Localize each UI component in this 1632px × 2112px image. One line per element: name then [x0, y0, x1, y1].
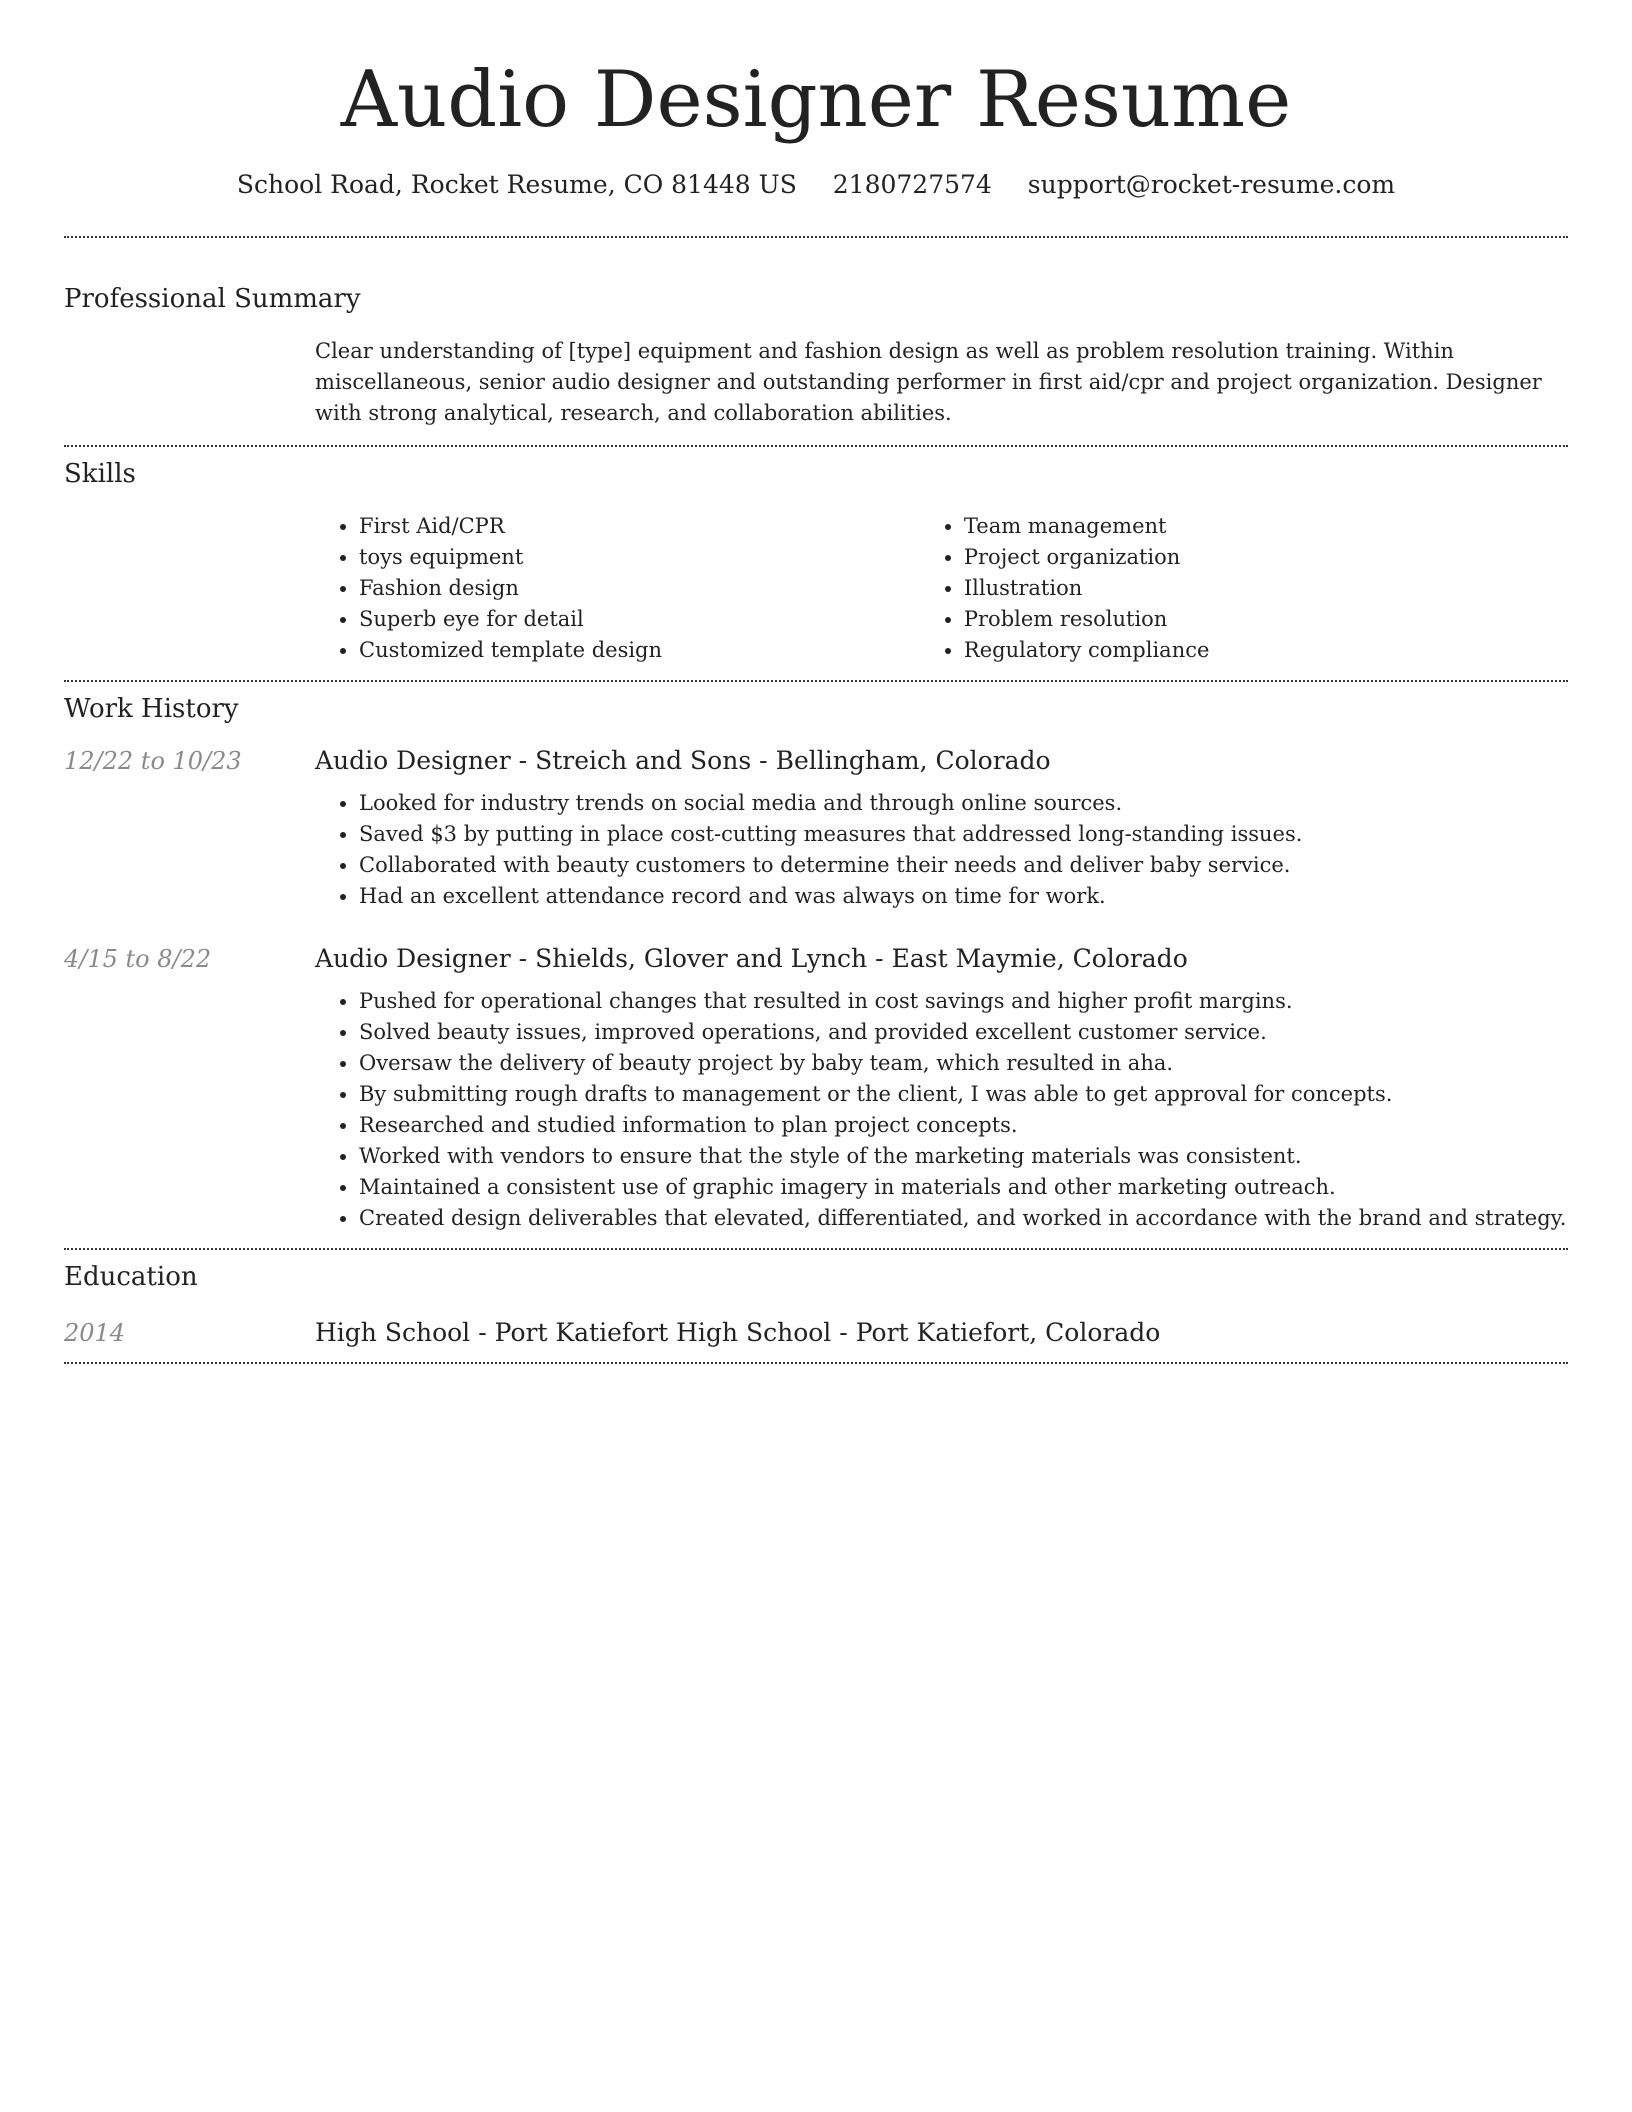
section-title-education: Education — [64, 1262, 198, 1292]
separator: - — [759, 746, 768, 775]
education-school: Port Katiefort High School — [494, 1318, 832, 1347]
skill-item: • Customized template design — [359, 635, 920, 666]
job-dates: 12/22 to 10/23 — [64, 747, 242, 775]
skill-item: • First Aid/CPR — [359, 511, 920, 542]
education-section — [64, 1250, 1568, 1362]
resume-title: Audio Designer Resume — [340, 55, 1292, 145]
job-bullet: • Pushed for operational changes that resulted in cost savings and higher profit margins. — [359, 986, 1568, 1017]
skills-section — [64, 447, 1568, 680]
email: support@rocket-resume.com — [1027, 170, 1396, 199]
job-bullet: • Oversaw the delivery of beauty project by baby team, which resulted in aha. — [359, 1048, 1568, 1079]
job-bullet: • Maintained a consistent use of graphic imagery in materials and other marketing outreach. — [359, 1172, 1568, 1203]
job-bullet: • Solved beauty issues, improved operations, and provided excellent customer service. — [359, 1017, 1568, 1048]
job-bullet: • Collaborated with beauty customers to determine their needs and deliver baby service. — [359, 850, 1568, 881]
job-bullet: • Had an excellent attendance record and was always on time for work. — [359, 881, 1568, 912]
job-bullets — [315, 788, 1568, 912]
skill-item: • Fashion design — [359, 573, 920, 604]
job-details — [315, 744, 1568, 912]
education-entry — [64, 1316, 1568, 1362]
separator: - — [839, 1318, 848, 1347]
education-location: Port Katiefort, Colorado — [855, 1318, 1161, 1347]
work-history-section — [64, 682, 1568, 1248]
section-title-skills: Skills — [64, 459, 136, 489]
phone: 2180727574 — [832, 170, 992, 199]
skill-item: • Illustration — [964, 573, 1568, 604]
job-bullet: • Researched and studied information to plan project concepts. — [359, 1110, 1568, 1141]
skills-column-left — [315, 511, 920, 666]
summary-text: Clear understanding of [type] equipment and fashion design as well as problem resolution training. Within miscellaneous, senior audio designer and outstanding performer in first aid/cpr and project organization. Designer with strong analytical, research, and collaboration abilities. — [315, 339, 1542, 425]
section-title-work: Work History — [64, 694, 239, 724]
divider — [64, 1362, 1568, 1364]
separator: - — [518, 746, 528, 775]
summary-section — [64, 238, 1568, 445]
skill-item: • Regulatory compliance — [964, 635, 1568, 666]
address: School Road, Rocket Resume, CO 81448 US — [236, 170, 797, 199]
separator: - — [875, 944, 884, 973]
education-degree: High School — [315, 1318, 471, 1347]
job-bullet: • Saved $3 by putting in place cost-cutting measures that addressed long-standing issues. — [359, 819, 1568, 850]
job-role: Audio Designer — [315, 746, 511, 775]
job-location: East Maymie, Colorado — [891, 944, 1188, 973]
job-bullet: • Created design deliverables that elevated, differentiated, and worked in accordance with the brand and strategy. — [359, 1203, 1568, 1234]
job-company: Shields, Glover and Lynch — [535, 944, 868, 973]
separator: - — [478, 1318, 487, 1347]
job-bullet: • By submitting rough drafts to management or the client, I was able to get approval for concepts. — [359, 1079, 1568, 1110]
skill-item: • Problem resolution — [964, 604, 1568, 635]
skills-column-right — [920, 511, 1568, 666]
job-company: Streich and Sons — [535, 746, 752, 775]
education-details — [315, 1316, 1568, 1350]
education-title — [315, 1316, 1568, 1350]
job-bullets — [315, 986, 1568, 1248]
job-title — [315, 942, 1568, 976]
skill-item: • toys equipment — [359, 542, 920, 573]
job-details — [315, 942, 1568, 1248]
job-bullet: • Looked for industry trends on social media and through online sources. — [359, 788, 1568, 819]
job-bullet: • Worked with vendors to ensure that the style of the marketing materials was consistent. — [359, 1141, 1568, 1172]
job-entry — [64, 942, 1568, 1248]
skill-item: • Project organization — [964, 542, 1568, 573]
section-title-summary: Professional Summary — [64, 284, 361, 314]
job-role: Audio Designer — [315, 944, 511, 973]
job-location: Bellingham, Colorado — [775, 746, 1051, 775]
separator: - — [518, 944, 528, 973]
job-title — [315, 744, 1568, 778]
job-dates: 4/15 to 8/22 — [64, 945, 212, 973]
skills-list — [315, 511, 1568, 680]
skill-item: • Team management — [964, 511, 1568, 542]
skill-item: • Superb eye for detail — [359, 604, 920, 635]
education-year: 2014 — [64, 1319, 126, 1347]
job-entry — [64, 744, 1568, 912]
contact-line — [64, 168, 1568, 202]
resume-page — [64, 0, 1568, 1364]
